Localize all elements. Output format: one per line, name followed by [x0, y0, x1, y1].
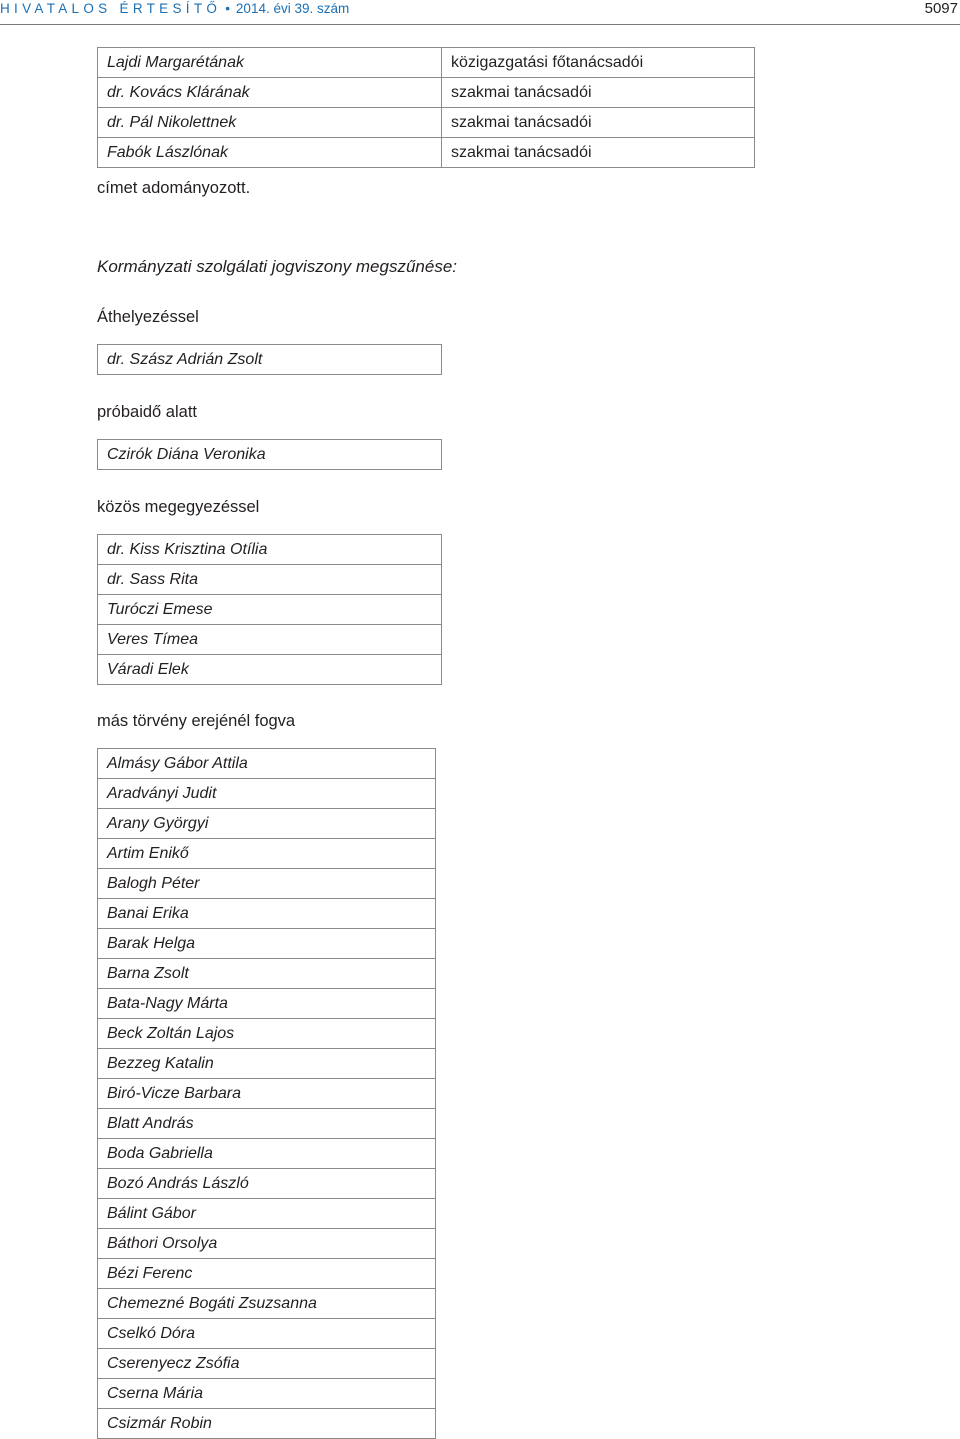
person-name: Artim Enikő	[98, 839, 436, 869]
table-row	[98, 1019, 436, 1049]
table-row	[98, 78, 755, 108]
person-name: Barna Zsolt	[98, 959, 436, 989]
person-name: Bézi Ferenc	[98, 1259, 436, 1289]
person-name: Bata-Nagy Márta	[98, 989, 436, 1019]
table-row	[98, 1379, 436, 1409]
header-left	[0, 0, 349, 18]
person-name: Banai Erika	[98, 899, 436, 929]
issue-label: 2014. évi 39. szám	[235, 1, 350, 16]
person-name: dr. Kiss Krisztina Otília	[98, 535, 442, 565]
table-row	[98, 48, 755, 78]
award-name: dr. Kovács Klárának	[98, 78, 442, 108]
person-name: Chemezné Bogáti Zsuzsanna	[98, 1289, 436, 1319]
person-name: Boda Gabriella	[98, 1139, 436, 1169]
person-name: Blatt András	[98, 1109, 436, 1139]
table-row	[98, 1349, 436, 1379]
mutual-agreement-table	[97, 534, 442, 685]
table-row	[98, 565, 442, 595]
table-row	[98, 1319, 436, 1349]
table-row	[98, 1409, 436, 1439]
table-row	[98, 1049, 436, 1079]
table-row	[98, 749, 436, 779]
table-row	[98, 809, 436, 839]
transfer-label: Áthelyezéssel	[97, 308, 199, 326]
table-row	[98, 1259, 436, 1289]
person-name: Csizmár Robin	[98, 1409, 436, 1439]
table-row	[98, 1169, 436, 1199]
person-name: Balogh Péter	[98, 869, 436, 899]
award-title: szakmai tanácsadói	[442, 78, 755, 108]
person-name: Bálint Gábor	[98, 1199, 436, 1229]
table-row	[98, 1109, 436, 1139]
person-name: Turóczi Emese	[98, 595, 442, 625]
award-closing-text: címet adományozott.	[97, 179, 251, 197]
table-row	[98, 1199, 436, 1229]
table-row	[98, 989, 436, 1019]
person-name: Almásy Gábor Attila	[98, 749, 436, 779]
person-name: Biró-Vicze Barbara	[98, 1079, 436, 1109]
table-row	[98, 655, 442, 685]
probation-table	[97, 439, 442, 470]
table-row	[98, 595, 442, 625]
table-row	[98, 779, 436, 809]
person-name: Cserna Mária	[98, 1379, 436, 1409]
table-row	[98, 959, 436, 989]
table-row	[98, 869, 436, 899]
table-row	[98, 108, 755, 138]
award-name: dr. Pál Nikolettnek	[98, 108, 442, 138]
table-row	[98, 625, 442, 655]
page-number: 5097	[924, 0, 958, 17]
person-name: dr. Sass Rita	[98, 565, 442, 595]
table-row	[98, 839, 436, 869]
table-row	[98, 1229, 436, 1259]
award-name: Fabók Lászlónak	[98, 138, 442, 168]
table-row	[98, 535, 442, 565]
table-row	[98, 345, 442, 375]
table-row	[98, 1289, 436, 1319]
person-name: Báthori Orsolya	[98, 1229, 436, 1259]
person-name: Bezzeg Katalin	[98, 1049, 436, 1079]
table-row	[98, 929, 436, 959]
person-name: Cselkó Dóra	[98, 1319, 436, 1349]
person-name: Czirók Diána Veronika	[98, 440, 442, 470]
person-name: Cserenyecz Zsófia	[98, 1349, 436, 1379]
person-name: Aradványi Judit	[98, 779, 436, 809]
table-row	[98, 1139, 436, 1169]
transfer-table	[97, 344, 442, 375]
person-name: Arany Györgyi	[98, 809, 436, 839]
person-name: Beck Zoltán Lajos	[98, 1019, 436, 1049]
table-row	[98, 1079, 436, 1109]
title-awards-table	[97, 47, 755, 168]
by-law-table	[97, 748, 436, 1439]
probation-label: próbaidő alatt	[97, 403, 197, 421]
award-title: szakmai tanácsadói	[442, 138, 755, 168]
by-law-label: más törvény erejénél fogva	[97, 712, 296, 730]
page-header	[0, 0, 960, 25]
table-row	[98, 440, 442, 470]
table-row	[98, 899, 436, 929]
journal-name: HIVATALOS ÉRTESÍTŐ	[0, 1, 222, 16]
award-name: Lajdi Margarétának	[98, 48, 442, 78]
header-bullet: •	[225, 1, 230, 16]
mutual-agreement-label: közös megegyezéssel	[97, 498, 260, 516]
person-name: Váradi Elek	[98, 655, 442, 685]
termination-heading: Kormányzati szolgálati jogviszony megszűnése:	[97, 257, 458, 276]
award-title: szakmai tanácsadói	[442, 108, 755, 138]
table-row	[98, 138, 755, 168]
person-name: Veres Tímea	[98, 625, 442, 655]
person-name: Barak Helga	[98, 929, 436, 959]
person-name: dr. Szász Adrián Zsolt	[98, 345, 442, 375]
award-title: közigazgatási főtanácsadói	[442, 48, 755, 78]
person-name: Bozó András László	[98, 1169, 436, 1199]
